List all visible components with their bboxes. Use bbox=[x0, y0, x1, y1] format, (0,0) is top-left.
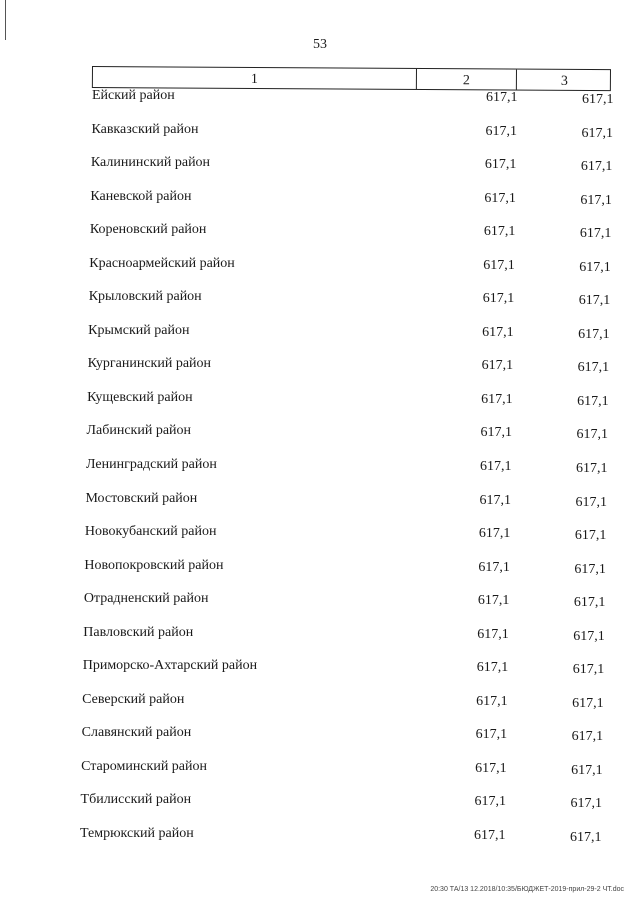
value-col-2: 617,1 bbox=[481, 358, 514, 374]
value-col-2: 617,1 bbox=[477, 626, 509, 642]
value-col-2: 617,1 bbox=[484, 190, 516, 206]
value-col-3: 617,1 bbox=[582, 92, 614, 107]
value-col-3: 617,1 bbox=[571, 762, 603, 778]
district-name: Крыловский район bbox=[88, 289, 202, 305]
value-col-2: 617,1 bbox=[481, 391, 513, 407]
district-name: Кущевский район bbox=[87, 389, 193, 405]
district-name: Новопокровский район bbox=[84, 557, 224, 573]
value-col-2: 617,1 bbox=[476, 660, 509, 676]
value-col-3: 617,1 bbox=[571, 729, 604, 745]
value-col-2: 617,1 bbox=[478, 559, 510, 575]
header-col-3: 3 bbox=[560, 73, 568, 89]
district-name: Каневской район bbox=[90, 188, 192, 204]
district-name: Ленинградский район bbox=[86, 457, 217, 472]
value-col-2: 617,1 bbox=[474, 794, 507, 810]
value-col-2: 617,1 bbox=[484, 157, 517, 173]
value-col-2: 617,1 bbox=[483, 224, 516, 240]
header-col-2: 2 bbox=[417, 69, 517, 90]
value-col-2: 617,1 bbox=[482, 324, 514, 340]
value-col-3: 617,1 bbox=[573, 628, 605, 644]
district-name: Кавказский район bbox=[91, 121, 199, 137]
page-number: 53 bbox=[313, 37, 327, 52]
district-name: Приморско-Ахтарский район bbox=[82, 658, 258, 674]
district-name: Мостовский район bbox=[85, 490, 198, 506]
district-name: Калининский район bbox=[90, 155, 211, 171]
value-col-2: 617,1 bbox=[475, 760, 507, 776]
value-col-2: 617,1 bbox=[483, 257, 515, 273]
district-name: Кореновский район bbox=[89, 222, 207, 238]
value-col-2: 617,1 bbox=[478, 526, 511, 542]
value-col-2: 617,1 bbox=[486, 90, 518, 105]
value-col-2: 617,1 bbox=[485, 123, 517, 139]
value-col-3: 617,1 bbox=[574, 561, 606, 577]
value-col-2: 617,1 bbox=[482, 291, 515, 307]
value-col-3: 617,1 bbox=[572, 662, 605, 678]
value-col-3: 617,1 bbox=[570, 796, 603, 812]
value-col-3: 617,1 bbox=[570, 830, 602, 845]
district-name: Староминский район bbox=[81, 758, 208, 774]
value-col-3: 617,1 bbox=[573, 595, 606, 611]
value-col-2: 617,1 bbox=[477, 593, 510, 609]
value-col-3: 617,1 bbox=[575, 494, 607, 510]
value-col-2: 617,1 bbox=[480, 459, 512, 474]
district-name: Темрюкский район bbox=[80, 826, 194, 841]
district-name: Лабинский район bbox=[86, 423, 192, 439]
value-col-3: 617,1 bbox=[580, 192, 612, 208]
value-col-3: 617,1 bbox=[574, 528, 607, 544]
value-col-3: 617,1 bbox=[579, 259, 611, 275]
value-col-3: 617,1 bbox=[578, 326, 610, 342]
district-name: Павловский район bbox=[83, 624, 194, 640]
value-col-3: 617,1 bbox=[579, 226, 612, 242]
value-col-3: 617,1 bbox=[577, 360, 610, 376]
value-col-2: 617,1 bbox=[479, 492, 511, 508]
value-col-3: 617,1 bbox=[577, 393, 609, 409]
district-name: Тбилисский район bbox=[80, 792, 192, 808]
value-col-3: 617,1 bbox=[572, 695, 604, 711]
value-col-2: 617,1 bbox=[476, 693, 508, 709]
value-col-3: 617,1 bbox=[576, 427, 609, 443]
value-col-2: 617,1 bbox=[475, 727, 508, 743]
value-col-2: 617,1 bbox=[474, 828, 506, 843]
value-col-3: 617,1 bbox=[580, 159, 613, 175]
district-name: Крымский район bbox=[88, 322, 190, 338]
district-name: Ейский район bbox=[92, 88, 175, 103]
district-name: Красноармейский район bbox=[89, 255, 235, 271]
district-name: Славянский район bbox=[81, 725, 192, 741]
header-col-1: 1 bbox=[93, 67, 417, 89]
value-col-3: 617,1 bbox=[578, 293, 611, 309]
district-name: Новокубанский район bbox=[84, 524, 217, 540]
value-col-2: 617,1 bbox=[480, 425, 513, 441]
district-name: Курганинский район bbox=[87, 356, 212, 372]
value-col-3: 617,1 bbox=[581, 125, 613, 141]
district-name: Отрадненский район bbox=[83, 591, 209, 607]
value-col-3: 617,1 bbox=[576, 461, 608, 476]
district-name: Северский район bbox=[82, 691, 185, 707]
footer-file-note: 20:30 ТА/13 12.2018/10:35/БЮДЖЕТ-2019-прил-29-2 ЧТ.doc bbox=[430, 886, 624, 893]
